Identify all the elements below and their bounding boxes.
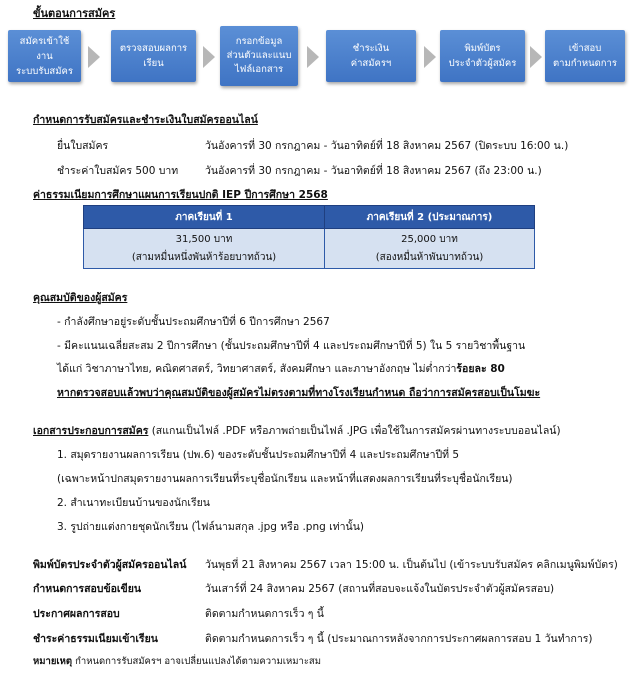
- schedule-label-apply: ยื่นใบสมัคร: [57, 140, 109, 152]
- timeline-value-exam: วันเสาร์ที่ 24 สิงหาคม 2567 (สถานที่สอบจะแจ้งในบัตรประจำตัวผู้สมัครสอบ): [205, 583, 555, 595]
- qualification-item-2-cont: ได้แก่ วิชาภาษาไทย, คณิตศาสตร์, วิทยาศาสตร์, สังคมศึกษา และภาษาอังกฤษ ไม่ต่ำกว่าร้อยละ 80: [57, 363, 505, 375]
- fee-table: [83, 205, 535, 269]
- document-item-1-detail: (เฉพาะหน้าปกสมุดรายงานผลการเรียนที่ระบุชื่อนักเรียน และหน้าที่แสดงผลการเรียนที่ระบุชื่อนักเรียน): [57, 473, 513, 485]
- qualification-item-2: - มีคะแนนเฉลี่ยสะสม 2 ปีการศึกษา (ชั้นประถมศึกษาปีที่ 4 และประถมศึกษาปีที่ 5) ใน 5 รายวิชาพื้นฐาน: [57, 340, 526, 352]
- arrow-icon: [88, 46, 100, 68]
- step-2: ตรวจสอบผลการ เรียน: [111, 30, 196, 82]
- remark-text: กำหนดการรับสมัครฯ อาจเปลี่ยนแปลงได้ตามความเหมาะสม: [72, 656, 321, 667]
- timeline-label-exam: กำหนดการสอบข้อเขียน: [33, 583, 142, 595]
- timeline-label-results: ประกาศผลการสอบ: [33, 608, 120, 620]
- qualifications-title: คุณสมบัติของผู้สมัคร: [33, 292, 128, 304]
- steps-title: ขั้นตอนการสมัคร: [33, 7, 116, 20]
- qualification-warning: หากตรวจสอบแล้วพบว่าคุณสมบัติของผู้สมัครไม่ตรงตามที่ทางโรงเรียนกำหนด ถือว่าการสมัครสอบเป็นโมฆะ: [57, 387, 541, 399]
- schedule-label-pay: ชำระค่าใบสมัคร 500 บาท: [57, 165, 179, 177]
- remark: [33, 654, 321, 669]
- step-6: เข้าสอบ ตามกำหนดการ: [545, 30, 625, 82]
- timeline-value-results: ติดตามกำหนดการเร็ว ๆ นี้: [205, 608, 324, 620]
- document-item-3: 3. รูปถ่ายแต่งกายชุดนักเรียน (ไฟล์นามสกุล .jpg หรือ .png เท่านั้น): [57, 521, 364, 533]
- fee-amount-term2: 25,000 บาท: [401, 233, 458, 245]
- document-item-2: 2. สำเนาทะเบียนบ้านของนักเรียน: [57, 497, 210, 509]
- timeline-value-print-card: วันพุธที่ 21 สิงหาคม 2567 เวลา 15:00 น. เป็นต้นไป (เข้าระบบรับสมัคร คลิกเมนูพิมพ์บัตร): [205, 559, 618, 571]
- qualification-min-score: ร้อยละ 80: [456, 363, 505, 375]
- fee-amount-term1: 31,500 บาท: [175, 233, 233, 245]
- step-3: กรอกข้อมูล ส่วนตัวและแนบ ไฟล์เอกสาร: [220, 26, 298, 86]
- arrow-icon: [424, 46, 436, 68]
- documents-heading: [33, 422, 561, 439]
- fees-title: ค่าธรรมเนียมการศึกษาแผนการเรียนปกติ IEP ปีการศึกษา 2568: [33, 189, 328, 201]
- step-1: สมัครเข้าใช้งาน ระบบรับสมัคร: [8, 30, 81, 82]
- step-4: ชำระเงิน ค่าสมัครฯ: [326, 30, 416, 82]
- schedule-value-pay: วันอังคารที่ 30 กรกฎาคม - วันอาทิตย์ที่ 18 สิงหาคม 2567 (ถึง 23:00 น.): [205, 165, 542, 177]
- step-5: พิมพ์บัตร ประจำตัวผู้สมัคร: [440, 30, 525, 82]
- timeline-value-tuition: ติดตามกำหนดการเร็ว ๆ นี้ (ประมาณการหลังจากการประกาศผลการสอบ 1 วันทำการ): [205, 633, 593, 645]
- fee-cell-term1: [84, 229, 325, 269]
- arrow-icon: [307, 46, 319, 68]
- fee-header-term2: ภาคเรียนที่ 2 (ประมาณการ): [325, 206, 535, 229]
- fee-cell-term2: [325, 229, 535, 269]
- documents-title: เอกสารประกอบการสมัคร: [33, 425, 149, 437]
- documents-note: (สแกนเป็นไฟล์ .PDF หรือภาพถ่ายเป็นไฟล์ .JPG เพื่อใช้ในการสมัครผ่านทางระบบออนไลน์): [148, 425, 561, 437]
- document-item-1: 1. สมุดรายงานผลการเรียน (ปพ.6) ของระดับชั้นประถมศึกษาปีที่ 4 และประถมศึกษาปีที่ 5: [57, 449, 460, 461]
- schedule-title: กำหนดการรับสมัครและชำระเงินใบสมัครออนไลน์: [33, 114, 258, 126]
- schedule-value-apply: วันอังคารที่ 30 กรกฎาคม - วันอาทิตย์ที่ 18 สิงหาคม 2567 (ปิดระบบ 16:00 น.): [205, 140, 569, 152]
- fee-header-term1: ภาคเรียนที่ 1: [84, 206, 325, 229]
- remark-label: หมายเหตุ: [33, 656, 73, 667]
- arrow-icon: [203, 46, 215, 68]
- timeline-label-print-card: พิมพ์บัตรประจำตัวผู้สมัครออนไลน์: [33, 559, 187, 571]
- fee-words-term1: (สามหมื่นหนึ่งพันห้าร้อยบาทถ้วน): [131, 251, 277, 263]
- fee-words-term2: (สองหมื่นห้าพันบาทถ้วน): [375, 251, 484, 263]
- arrow-icon: [530, 46, 542, 68]
- timeline-label-tuition: ชำระค่าธรรมเนียมเข้าเรียน: [33, 633, 158, 645]
- qualification-item-1: - กำลังศึกษาอยู่ระดับชั้นประถมศึกษาปีที่ 6 ปีการศึกษา 2567: [57, 316, 330, 328]
